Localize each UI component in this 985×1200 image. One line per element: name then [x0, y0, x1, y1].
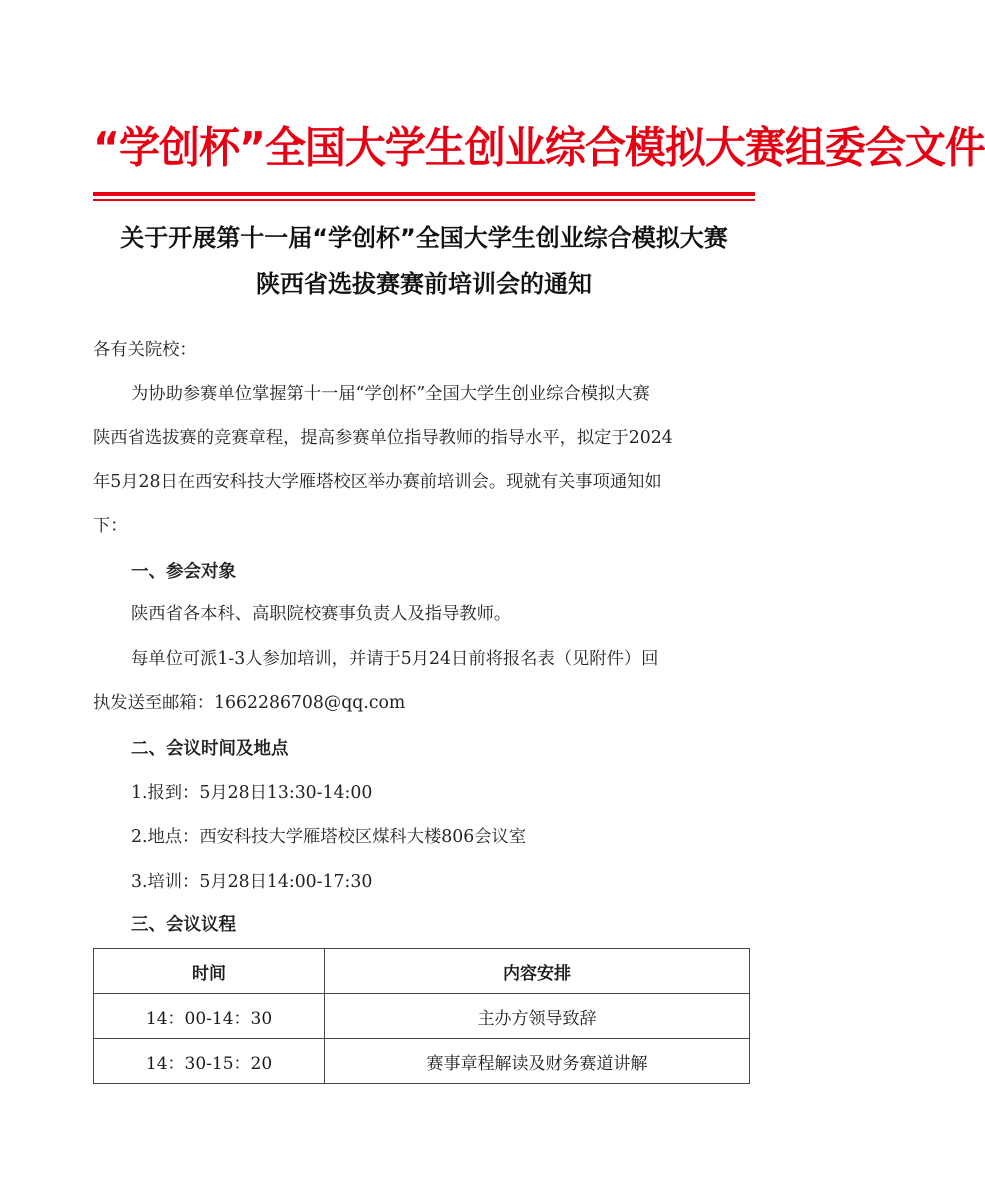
table-header-row: [94, 949, 750, 994]
intro-line-2: 陕西省选拔赛的竞赛章程，提高参赛单位指导教师的指导水平，拟定于2024: [93, 428, 673, 448]
org-document-header: “学创杯”全国大学生创业综合模拟大赛组委会文件: [93, 122, 985, 174]
header-rule-thin: [93, 199, 755, 201]
table-header-content: 内容安排: [325, 949, 750, 994]
table-row: [94, 1039, 750, 1084]
table-cell-time: 14：30-15：20: [94, 1039, 325, 1084]
section-1-heading: 一、参会对象: [131, 562, 236, 582]
section-2-item-2: 2.地点：西安科技大学雁塔校区煤科大楼806会议室: [131, 827, 527, 847]
section-2-item-1: 1.报到：5月28日13:30-14:00: [131, 783, 373, 803]
section-1-line-1: 陕西省各本科、高职院校赛事负责人及指导教师。: [131, 604, 512, 624]
table-cell-content: 赛事章程解读及财务赛道讲解: [325, 1039, 750, 1084]
header-rule-thick: [93, 192, 755, 196]
table-row: [94, 994, 750, 1039]
section-1-line-2b: 执发送至邮箱：1662286708@qq.com: [93, 693, 406, 713]
table-cell-content: 主办方领导致辞: [325, 994, 750, 1039]
section-2-item-3: 3.培训：5月28日14:00-17:30: [131, 872, 373, 892]
section-2-heading: 二、会议时间及地点: [131, 739, 289, 759]
notice-title-line-2: 陕西省选拔赛赛前培训会的通知: [256, 270, 592, 298]
intro-line-1: 为协助参赛单位掌握第十一届“学创杯”全国大学生创业综合模拟大赛: [131, 384, 650, 404]
agenda-table: [93, 948, 750, 1084]
table-cell-time: 14：00-14：30: [94, 994, 325, 1039]
section-1-line-2a: 每单位可派1-3人参加培训，并请于5月24日前将报名表（见附件）回: [131, 649, 659, 669]
table-header-time: 时间: [94, 949, 325, 994]
section-3-heading: 三、会议议程: [131, 915, 236, 935]
notice-title-line-1: 关于开展第十一届“学创杯”全国大学生创业综合模拟大赛: [120, 224, 728, 252]
intro-line-3: 年5月28日在西安科技大学雁塔校区举办赛前培训会。现就有关事项通知如: [93, 472, 662, 492]
intro-line-4: 下：: [93, 516, 128, 536]
salutation: 各有关院校：: [93, 340, 197, 360]
